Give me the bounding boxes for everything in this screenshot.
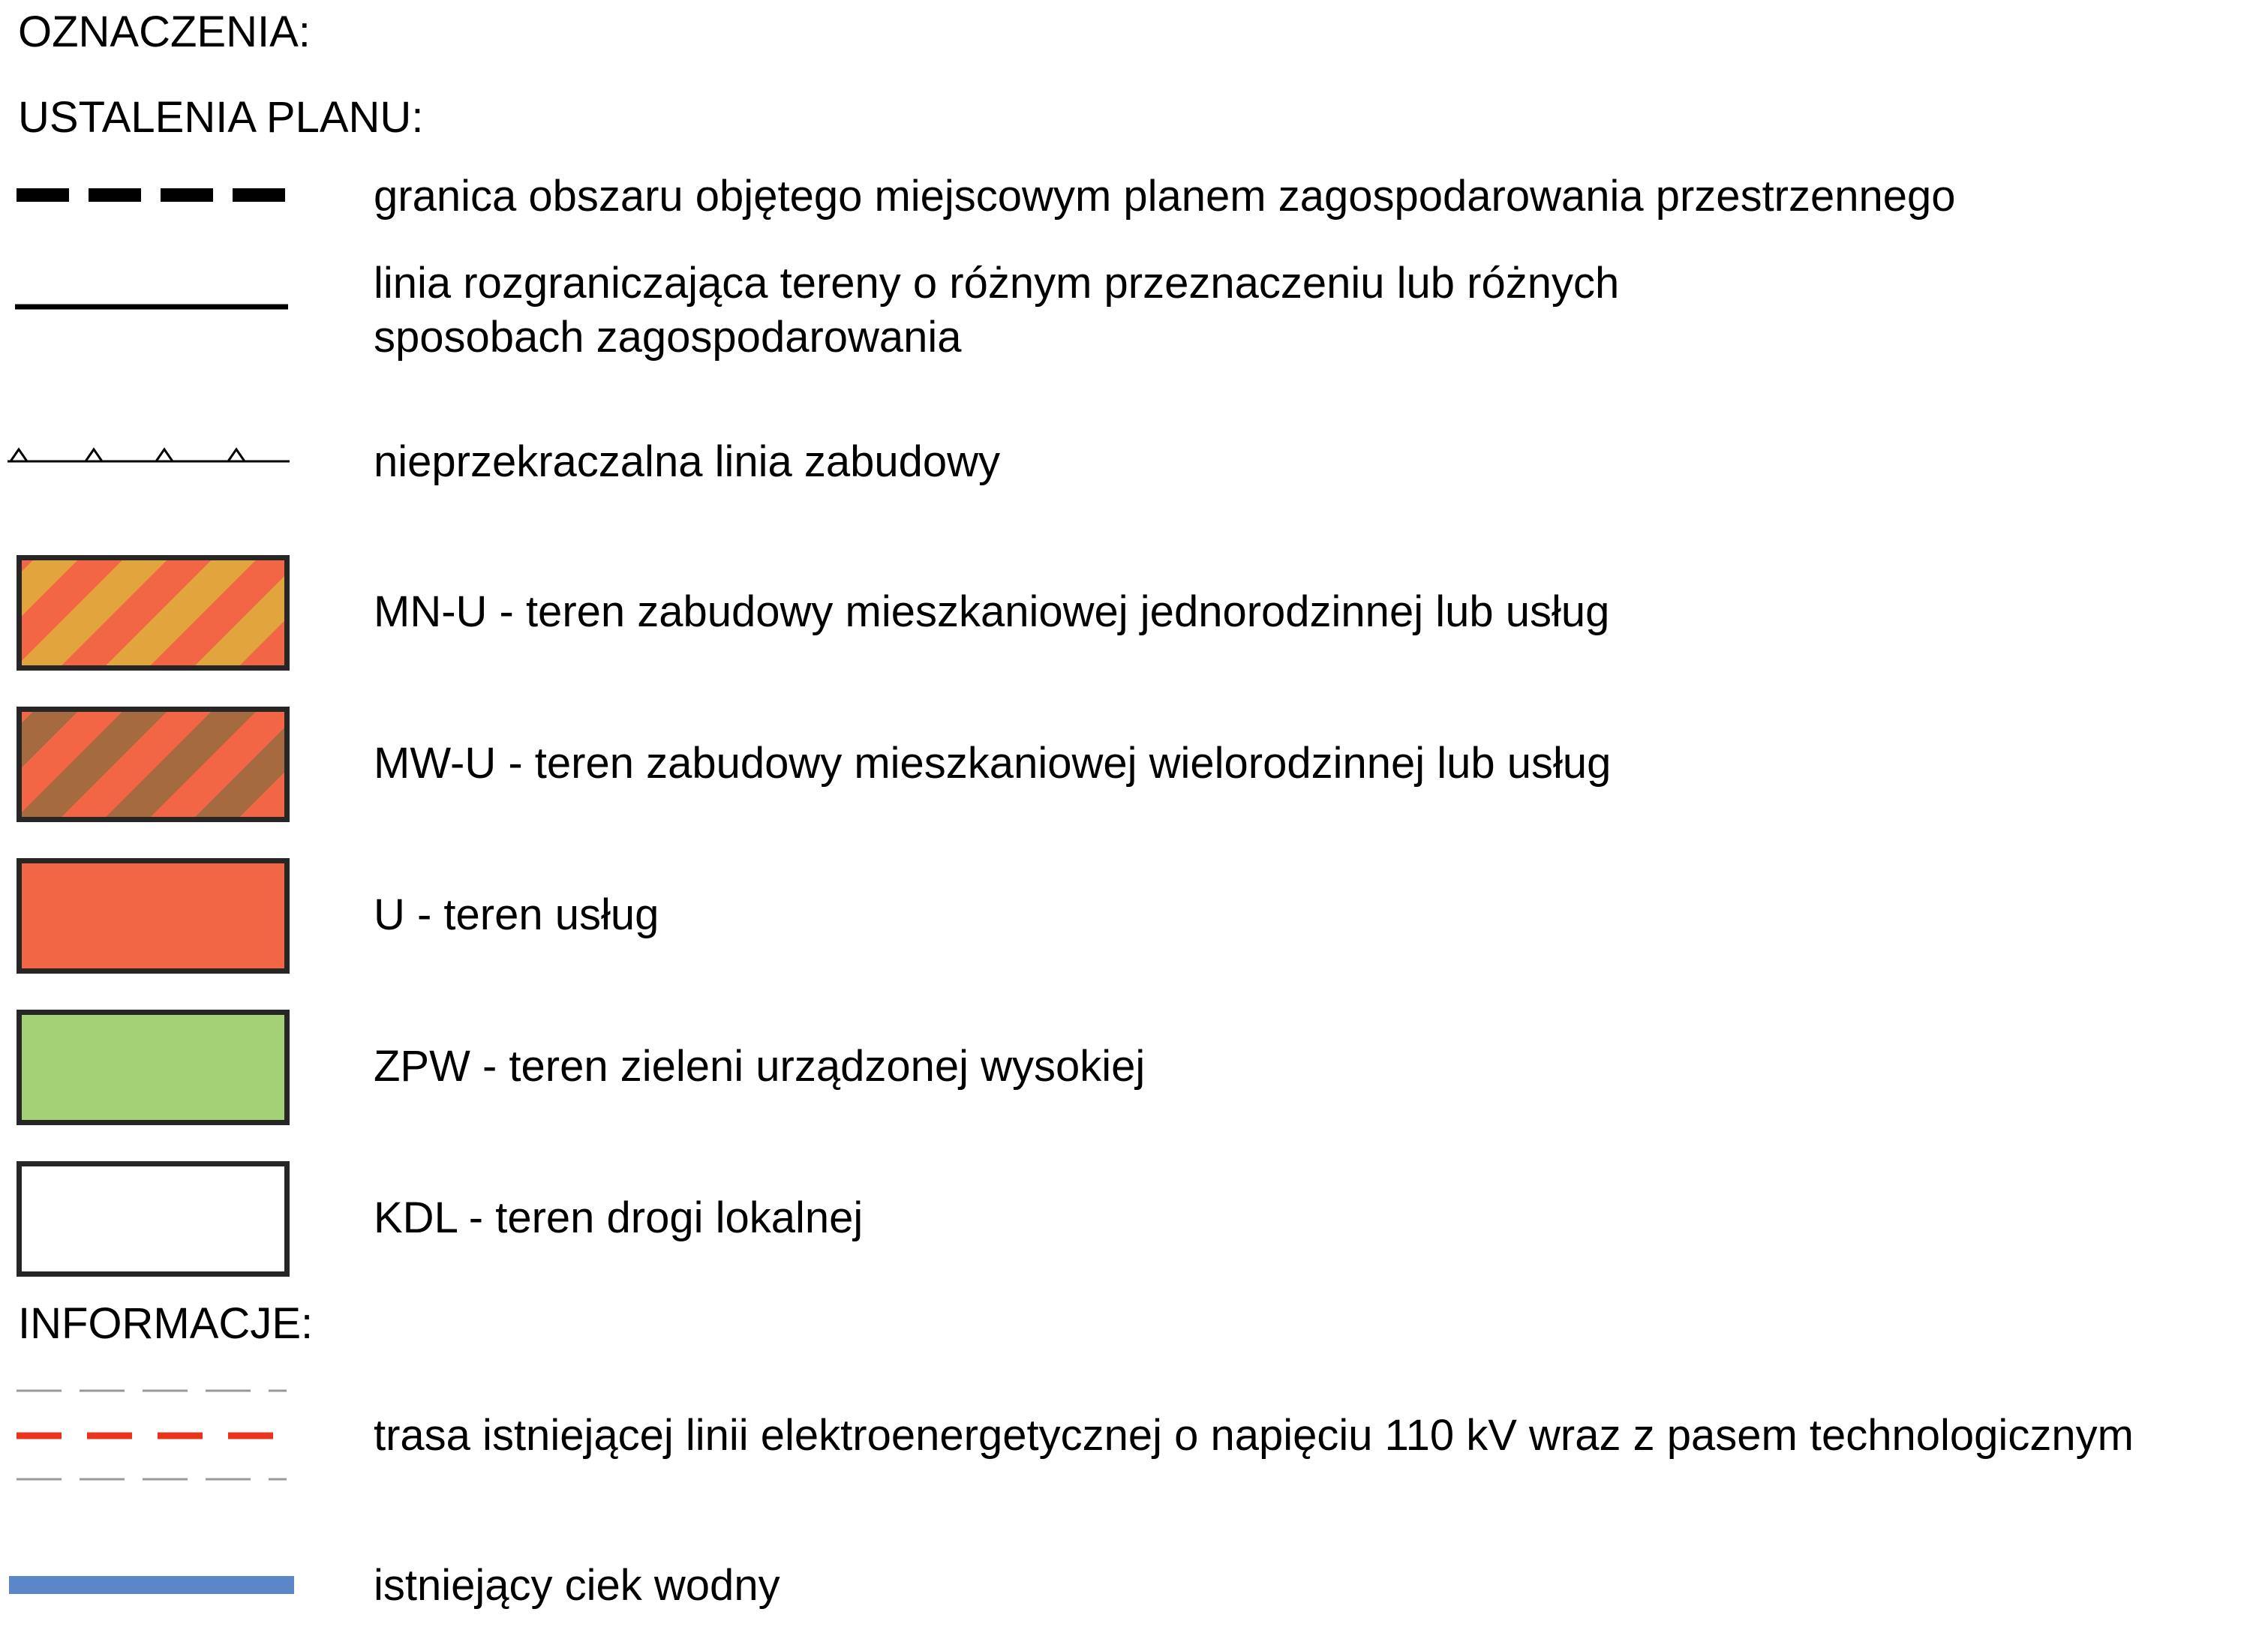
kdl-swatch	[17, 1161, 290, 1277]
boundary-line-label: granica obszaru objętego miejscowym planem zagospodarowania przestrzennego	[374, 172, 1956, 221]
mw-u-label: MW-U - teren zabudowy mieszkaniowej wielorodzinnej lub usług	[374, 739, 1612, 788]
mn-u-label: MN-U - teren zabudowy mieszkaniowej jednorodzinnej lub usług	[374, 587, 1610, 636]
mn-u-swatch	[17, 555, 290, 671]
legend-title: OZNACZENIA:	[18, 8, 311, 56]
power-line-symbol	[17, 1386, 287, 1484]
mw-u-swatch	[17, 707, 290, 822]
u-label: U - teren usług	[374, 890, 659, 939]
boundary-dashed-line-symbol	[17, 186, 287, 204]
plan-heading: USTALENIA PLANU:	[18, 93, 424, 142]
water-line-label: istniejący ciek wodny	[374, 1561, 780, 1610]
building-line-symbol	[8, 443, 290, 465]
kdl-label: KDL - teren drogi lokalnej	[374, 1193, 864, 1242]
power-line-label: trasa istniejącej linii elektroenergetycznej o napięciu 110 kV wraz z pasem technologicznym	[374, 1411, 2134, 1460]
solid-line-label-line2: sposobach zagospodarowania	[374, 313, 962, 362]
solid-line-label: linia rozgraniczająca tereny o różnym przeznaczeniu lub różnych	[374, 259, 1620, 308]
zpw-swatch	[17, 1010, 290, 1125]
solid-line-symbol	[15, 302, 288, 312]
water-line-symbol	[9, 1575, 294, 1595]
info-heading: INFORMACJE:	[18, 1299, 314, 1348]
zpw-label: ZPW - teren zieleni urządzonej wysokiej	[374, 1042, 1146, 1091]
u-swatch	[17, 858, 290, 974]
building-line-label: nieprzekraczalna linia zabudowy	[374, 437, 1001, 486]
